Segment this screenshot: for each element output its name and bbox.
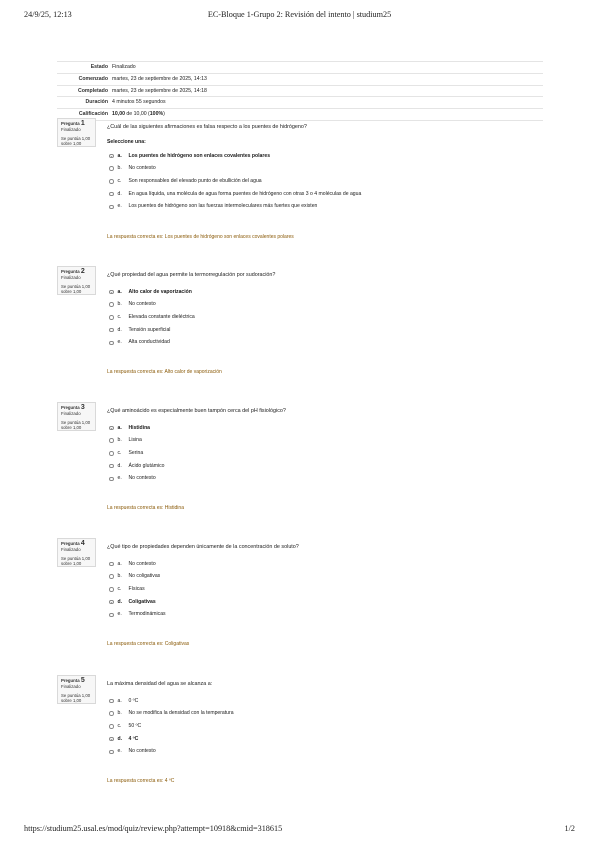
question-label: Pregunta [61, 121, 80, 126]
option-text: No contesto [128, 301, 156, 308]
print-page-number: 1/2 [564, 824, 575, 833]
answer-option[interactable] [109, 164, 156, 174]
option-text: Son responsables del elevado punto de ebullición del agua [128, 177, 262, 184]
summary-label: Comenzado [78, 75, 108, 82]
radio-button[interactable] [109, 574, 114, 579]
question-info-box [57, 675, 96, 704]
question-number-value: 1 [80, 120, 85, 127]
question-grade-line: sobre 1,00 [61, 289, 82, 295]
summary-row-duration [57, 96, 543, 108]
radio-button[interactable] [109, 737, 114, 742]
answer-option[interactable] [109, 423, 150, 433]
question-grade-line: Se puntúa 1,00 [61, 555, 91, 561]
option-text: No coligativas [128, 573, 161, 580]
option-text: 50 ºC [128, 722, 142, 729]
radio-button[interactable] [109, 451, 114, 456]
option-text: Ácido glutámico [128, 462, 165, 469]
question-text: ¿Qué aminoácido es especialmente buen tampón cerca del pH fisiológico? [107, 408, 286, 414]
radio-button[interactable] [109, 438, 114, 443]
answer-option[interactable] [109, 287, 192, 297]
option-letter: d. [117, 326, 122, 333]
radio-button[interactable] [109, 724, 114, 729]
question-grade-line: Se puntúa 1,00 [61, 135, 91, 141]
answer-option[interactable] [109, 176, 262, 186]
summary-label: Completado [78, 87, 108, 94]
option-text: Los puentes de hidrógeno son enlaces covalentes polares [128, 152, 271, 159]
question-info-box [57, 402, 96, 431]
summary-value: 4 minutos 55 segundos [112, 99, 166, 106]
radio-button[interactable] [109, 302, 114, 307]
summary-value: martes, 23 de septiembre de 2025, 14:13 [112, 75, 207, 82]
question-grade-line: sobre 1,00 [61, 698, 82, 704]
answer-option[interactable] [109, 597, 156, 607]
radio-button[interactable] [109, 154, 114, 159]
option-letter: d. [117, 598, 123, 605]
question-grade-line: sobre 1,00 [61, 425, 82, 431]
option-letter: b. [117, 301, 122, 308]
summary-row-state [57, 61, 543, 73]
question-label: Pregunta [61, 678, 80, 683]
correct-answer-feedback: La respuesta correcta es: Alto calor de vaporización [107, 369, 222, 375]
question-state: Finalizado [61, 547, 81, 553]
radio-button[interactable] [109, 699, 114, 704]
answer-option[interactable] [109, 325, 170, 335]
grade-percent: 100% [149, 111, 164, 118]
option-text: En agua líquida, una molécula de agua forma puentes de hidrógeno con otras 3 o 4 moléculas de agua [128, 190, 362, 197]
option-text: Elevada constante dieléctrica [128, 313, 195, 320]
option-letter: a. [117, 288, 122, 295]
grade-close: ) [163, 111, 165, 118]
option-letter: c. [117, 722, 122, 729]
option-letter: c. [117, 585, 122, 592]
option-text: No contesto [128, 475, 156, 482]
option-letter: b. [117, 573, 122, 580]
option-letter: b. [117, 437, 122, 444]
option-letter: c. [117, 313, 122, 320]
answer-option[interactable] [109, 461, 164, 471]
radio-button[interactable] [109, 600, 114, 605]
option-letter: e. [117, 203, 122, 210]
question-text: La máxima densidad del agua se alcanza a: [107, 681, 213, 687]
option-text: Los puentes de hidrógeno son las fuerzas intermoleculares más fuertes que existen [128, 203, 318, 210]
question-state: Finalizado [61, 127, 81, 133]
option-text: Alto calor de vaporización [128, 288, 192, 295]
question-grade [61, 136, 92, 147]
option-letter: e. [117, 339, 122, 346]
answer-option[interactable] [109, 709, 234, 719]
question-grade-line: sobre 1,00 [61, 561, 82, 567]
question-state: Finalizado [61, 684, 81, 690]
summary-value [112, 109, 165, 120]
print-datetime: 24/9/25, 12:13 [24, 10, 72, 19]
correct-answer-feedback: La respuesta correcta es: Histidina [107, 505, 184, 511]
summary-row-grade [57, 108, 543, 121]
correct-answer-feedback: La respuesta correcta es: 4 ºC [107, 778, 175, 784]
answer-prompt: Seleccione una: [107, 139, 146, 145]
answer-option[interactable] [109, 151, 270, 161]
question-state: Finalizado [61, 275, 81, 281]
summary-value: Finalizado [112, 64, 136, 70]
answer-option[interactable] [109, 747, 156, 757]
answer-option[interactable] [109, 610, 166, 620]
summary-label: Estado [90, 64, 108, 70]
radio-button[interactable] [109, 205, 114, 210]
option-text: Serina [128, 449, 144, 456]
question-info-box [57, 118, 96, 147]
question-info-box [57, 266, 96, 295]
answer-option[interactable] [109, 312, 195, 322]
question-number-value: 3 [80, 404, 85, 411]
question-number [61, 678, 92, 683]
grade-value: 10,00 [112, 111, 125, 118]
option-text: No contesto [128, 560, 156, 567]
answer-option[interactable] [109, 448, 143, 458]
print-footer [0, 824, 599, 838]
question-number [61, 541, 92, 546]
option-text: Alta conductividad [128, 339, 170, 346]
question-grade-line: Se puntúa 1,00 [61, 283, 91, 289]
option-text: 0 ºC [128, 697, 139, 704]
radio-button[interactable] [109, 166, 114, 171]
question-number [61, 269, 92, 274]
question-state: Finalizado [61, 411, 81, 417]
option-letter: a. [117, 697, 122, 704]
option-letter: e. [117, 748, 122, 755]
question-text: ¿Qué tipo de propiedades dependen únicamente de la concentración de soluto? [107, 544, 299, 550]
summary-label: Duración [85, 99, 108, 106]
question-number-value: 5 [80, 677, 85, 684]
radio-button[interactable] [109, 315, 114, 320]
question-grade [61, 556, 92, 567]
radio-button[interactable] [109, 290, 114, 295]
answer-option[interactable] [109, 734, 138, 744]
option-text: Tensión superficial [128, 326, 171, 333]
summary-row-completed [57, 85, 543, 97]
question-grade-line: Se puntúa 1,00 [61, 692, 91, 698]
option-text: No contesto [128, 165, 156, 172]
option-letter: d. [117, 190, 122, 197]
answer-option[interactable] [109, 721, 141, 731]
answer-option[interactable] [109, 696, 138, 706]
answer-option[interactable] [109, 436, 142, 446]
option-text: Físicas [128, 585, 145, 592]
option-letter: a. [117, 424, 122, 431]
option-letter: b. [117, 165, 122, 172]
answer-option[interactable] [109, 474, 156, 484]
question-number-value: 4 [80, 540, 85, 547]
question-info-box [57, 538, 96, 567]
radio-button[interactable] [109, 341, 114, 346]
print-page-title: EC-Bloque 1-Grupo 2: Revisión del intento | studium25 [207, 10, 392, 19]
option-letter: c. [117, 449, 122, 456]
question-number [61, 405, 92, 410]
grade-max: de 10,00 ( [124, 111, 150, 118]
option-text: 4 ºC [128, 735, 139, 742]
option-text: Termodinámicas [128, 611, 166, 618]
question-grade-line: sobre 1,00 [61, 141, 82, 147]
question-label: Pregunta [61, 269, 80, 274]
question-text: ¿Cuál de las siguientes afirmaciones es falsa respecto a los puentes de hidrógeno? [107, 124, 307, 130]
option-letter: e. [117, 611, 122, 618]
question-grade-line: Se puntúa 1,00 [61, 419, 91, 425]
radio-button[interactable] [109, 613, 114, 618]
answer-option[interactable] [109, 584, 145, 594]
summary-label: Calificación [78, 111, 108, 118]
radio-button[interactable] [109, 328, 114, 333]
radio-button[interactable] [109, 477, 114, 482]
answer-option[interactable] [109, 559, 156, 569]
radio-button[interactable] [109, 587, 114, 592]
answer-option[interactable] [109, 300, 156, 310]
option-letter: e. [117, 475, 122, 482]
print-url: https://studium25.usal.es/mod/quiz/review.php?attempt=10918&cmid=318615 [24, 824, 283, 833]
answer-option[interactable] [109, 338, 170, 348]
option-letter: c. [117, 177, 122, 184]
radio-button[interactable] [109, 562, 114, 567]
option-letter: b. [117, 710, 122, 717]
option-letter: a. [117, 560, 122, 567]
option-letter: d. [117, 735, 123, 742]
option-text: Coligativas [128, 598, 156, 605]
question-label: Pregunta [61, 405, 80, 410]
summary-row-started [57, 73, 543, 85]
answer-option[interactable] [109, 202, 317, 212]
radio-button[interactable] [109, 192, 114, 197]
option-text: No se modifica la densidad con la temperatura [128, 710, 234, 717]
question-text: ¿Qué propiedad del agua permite la termorregulación por sudoración? [107, 272, 276, 278]
option-text: No contesto [128, 748, 156, 755]
radio-button[interactable] [109, 426, 114, 431]
option-text: Lisina [128, 437, 142, 444]
answer-option[interactable] [109, 189, 361, 199]
answer-option[interactable] [109, 572, 160, 582]
question-number [61, 121, 92, 126]
correct-answer-feedback: La respuesta correcta es: Los puentes de hidrógeno son enlaces covalentes polares [107, 234, 294, 240]
radio-button[interactable] [109, 179, 114, 184]
option-text: Histidina [128, 424, 151, 431]
print-header [0, 10, 599, 24]
option-letter: d. [117, 462, 122, 469]
radio-button[interactable] [109, 464, 114, 469]
attempt-summary-table [57, 61, 543, 121]
question-number-value: 2 [80, 268, 85, 275]
correct-answer-feedback: La respuesta correcta es: Coligativas [107, 641, 190, 647]
radio-button[interactable] [109, 750, 114, 755]
question-grade [61, 693, 92, 704]
question-label: Pregunta [61, 541, 80, 546]
question-grade [61, 420, 92, 431]
radio-button[interactable] [109, 711, 114, 716]
question-grade [61, 284, 92, 295]
summary-value: martes, 23 de septiembre de 2025, 14:18 [112, 87, 207, 94]
option-letter: a. [117, 152, 122, 159]
